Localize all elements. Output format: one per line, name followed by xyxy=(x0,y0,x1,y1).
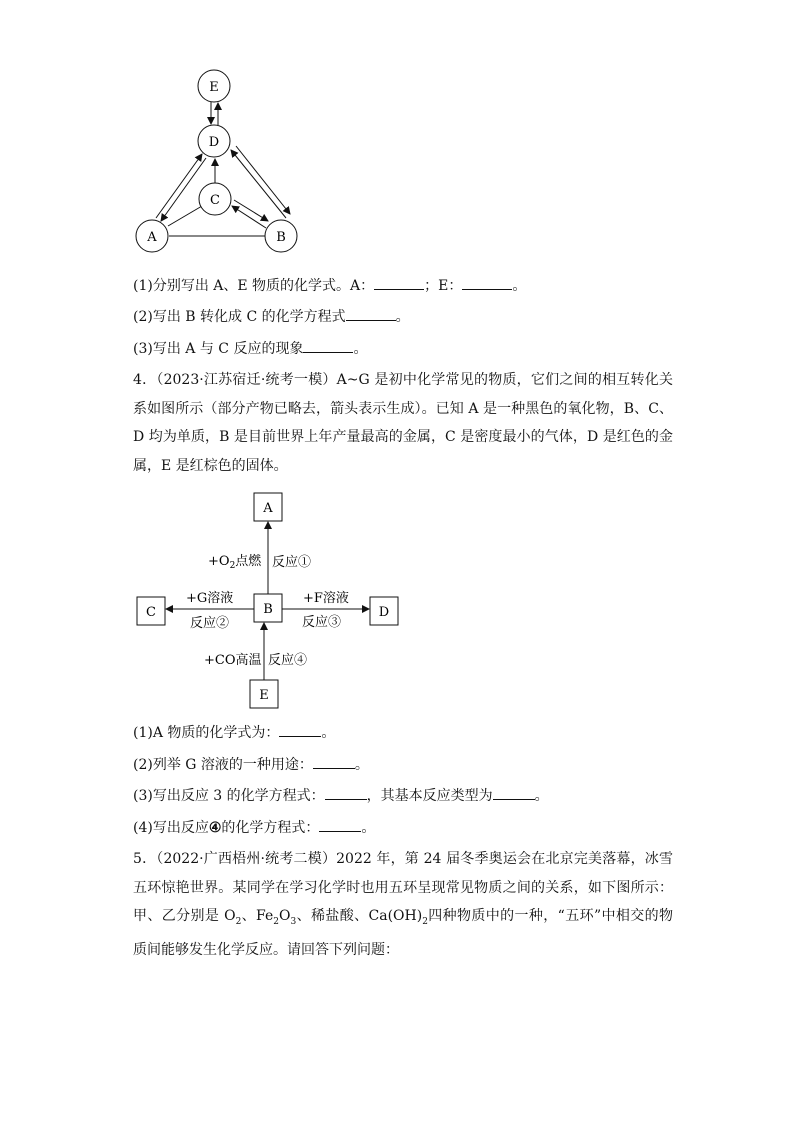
label-left-reaction: 反应② xyxy=(190,616,230,631)
arrow-d-to-a xyxy=(161,158,206,221)
answer-blank[interactable] xyxy=(303,338,353,353)
q3-sub2: (2)写出 B 转化成 C 的化学方程式 。 xyxy=(133,306,410,327)
q4-sub4: (4)写出反应④的化学方程式： 。 xyxy=(133,817,375,838)
label-right-condition: +F溶液 xyxy=(303,591,349,606)
box-b-label: B xyxy=(263,602,273,617)
box-e-label: E xyxy=(259,688,269,703)
q4-sub3: (3)写出反应 3 的化学方程式： ，其基本反应类型为 。 xyxy=(133,785,549,806)
box-d-label: D xyxy=(378,605,390,620)
label-down-condition: +CO高温 xyxy=(204,653,262,668)
label-up-reaction: 反应① xyxy=(272,555,312,570)
answer-blank[interactable] xyxy=(462,275,512,290)
q4-sub2: (2)列举 G 溶液的一种用途： 。 xyxy=(133,754,369,775)
reaction-network-diagram xyxy=(128,66,308,256)
q3-sub1: (1)分别写出 A、E 物质的化学式。A： ；E： 。 xyxy=(133,275,526,296)
line-a-c xyxy=(168,206,202,226)
label-right-reaction: 反应③ xyxy=(302,615,342,630)
label-down-reaction: 反应④ xyxy=(268,653,308,668)
node-d-label: D xyxy=(208,135,220,150)
answer-blank[interactable] xyxy=(374,275,424,290)
answer-blank[interactable] xyxy=(319,817,361,832)
node-e-label: E xyxy=(209,80,219,95)
arrow-a-to-d xyxy=(156,154,202,218)
answer-blank[interactable] xyxy=(313,754,355,769)
answer-blank[interactable] xyxy=(346,306,396,321)
node-a-label: A xyxy=(147,230,157,245)
box-a-label: A xyxy=(263,501,273,516)
q4-stem: 4．（2023·江苏宿迁·统考一模）A~G 是初中化学常见的物质，它们之间的相互转化关系如图所示（部分产物已略去，箭头表示生成）。已知 A 是一种黑色的氧化物，B、C、D 均为单质，B 是目前世界上年产量最高的金属，C 是密度最小的气体，D 是红色的金属，E 是红棕色的固体。 xyxy=(133,372,673,474)
node-c-label: C xyxy=(210,193,220,208)
q4-sub1: (1)A 物质的化学式为： 。 xyxy=(133,722,335,743)
q5-stem: 5．（2022·广西梧州·统考二模）2022 年，第 24 届冬季奥运会在北京完美落幕，冰雪五环惊艳世界。某同学在学习化学时也用五环呈现常见物质之间的关系，如下图所示：甲、乙分别是 $O_2$、$Fe_2O_3$、稀盐酸、$Ca(OH)_2$四种物质中的一种，“五环”中相交的物质间能够发生化学反应。请回答下列问题： xyxy=(133,851,674,959)
label-left-condition: +G溶液 xyxy=(186,591,234,606)
label-up-condition: $+O_2$点燃 xyxy=(208,554,262,571)
answer-blank[interactable] xyxy=(279,722,321,737)
box-c-label: C xyxy=(146,605,156,620)
reaction-box-diagram xyxy=(130,490,420,715)
arrow-b-to-d xyxy=(231,150,286,218)
answer-blank[interactable] xyxy=(493,785,535,800)
arrow-d-to-b xyxy=(236,146,290,214)
answer-blank[interactable] xyxy=(325,785,367,800)
q3-sub3: (3)写出 A 与 C 反应的现象 。 xyxy=(133,338,367,359)
node-b-label: B xyxy=(276,230,286,245)
